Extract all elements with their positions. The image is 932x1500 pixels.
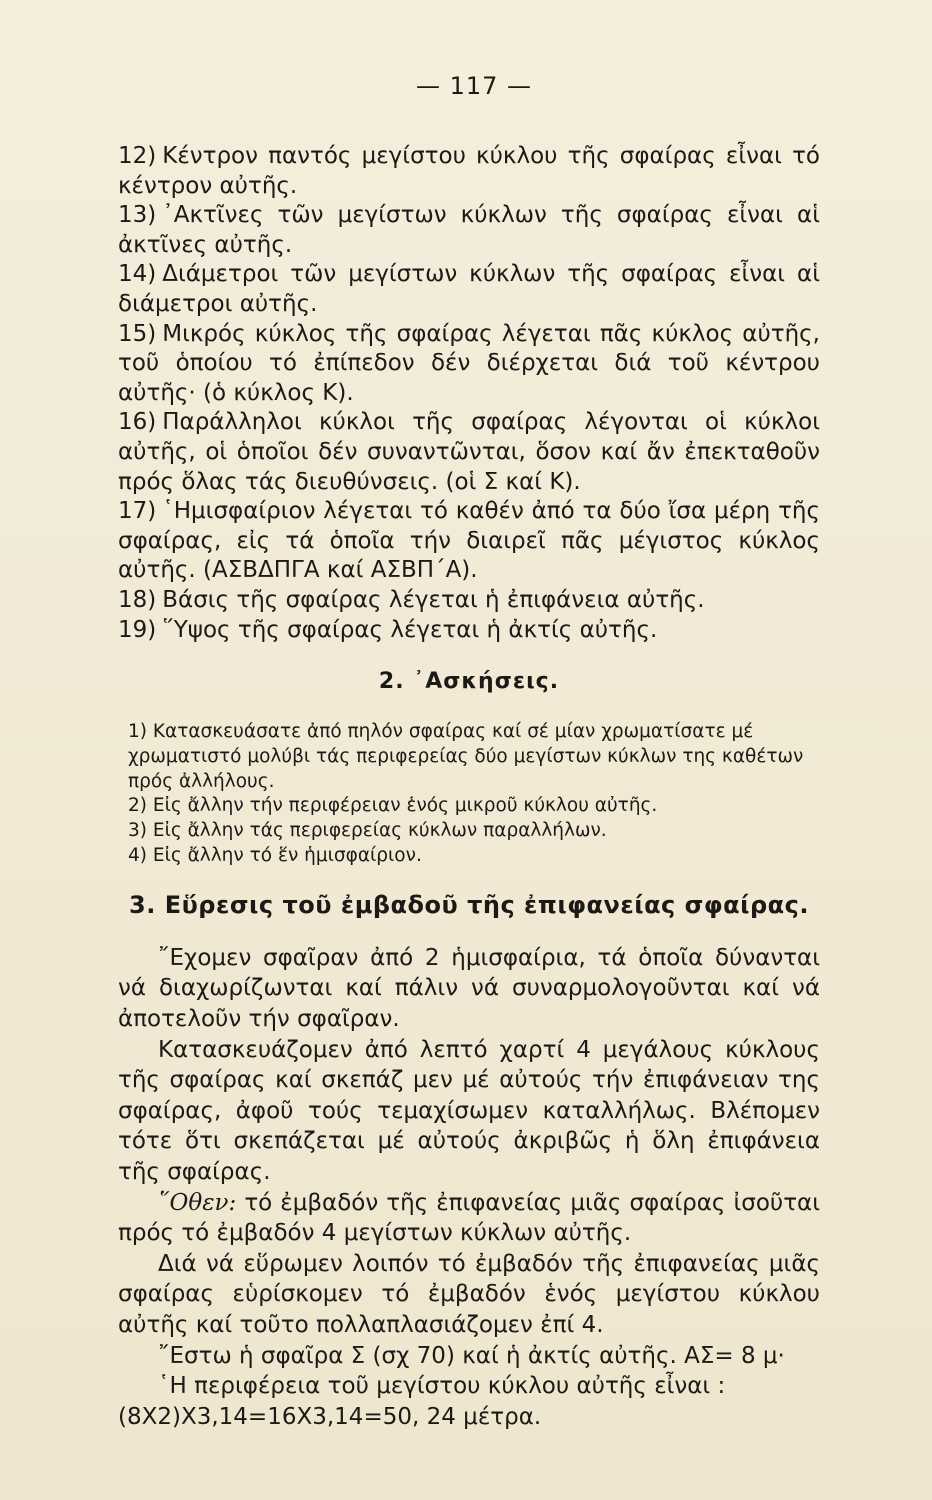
section-body (118, 943, 820, 1433)
exercises-list (118, 720, 820, 869)
definition-item (118, 320, 820, 409)
exercise-item (128, 720, 820, 794)
definition-text: Βάσις τῆς σφαίρας λέγεται ἡ ἐπιφάνεια αὐτῆς. (162, 586, 705, 613)
exercise-text: Εἰς ἄλλην τάς περιφερείας κύκλων παραλλήλων. (152, 820, 607, 842)
definition-text: Μικρός κύκλος τῆς σφαίρας λέγεται πᾶς κύκλος αὐτῆς, τοῦ ὁποίου τό ἐπίπεδον δέν διέρχεται διά τοῦ κέντρου αὐτῆς· (ὁ κύκλος Κ). (118, 320, 820, 406)
definition-number: 12) (118, 143, 157, 169)
paragraph-lead: ῞Οθεν: (158, 1189, 237, 1216)
definitions-list (118, 142, 820, 645)
definition-item (118, 260, 820, 319)
definition-text: ᾿Ακτῖνες τῶν μεγίστων κύκλων τῆς σφαίρας εἶναι αἱ ἀκτῖνες αὐτῆς. (118, 202, 820, 258)
definition-item (118, 616, 820, 646)
definition-text: Διάμετροι τῶν μεγίστων κύκλων τῆς σφαίρας εἶναι αἱ διάμετροι αὐτῆς. (118, 261, 820, 317)
definition-text: ῞Υψος τῆς σφαίρας λέγεται ἡ ἀκτίς αὐτῆς. (162, 616, 658, 643)
exercise-number: 1) (128, 721, 147, 743)
paragraph-text: ῎Εχομεν σφαῖραν ἀπό 2 ἡμισφαίρια, τά ὁποῖα δύνανται νά διαχωρίζωνται καί πάλιν νά συναρμολογοῦνται καί νά ἀποτελοῦν τήν σφαῖραν. (118, 944, 820, 1033)
definition-item (118, 497, 820, 586)
definition-number: 19) (118, 616, 157, 643)
definition-number: 16) (118, 409, 157, 436)
exercise-number: 3) (128, 820, 147, 842)
exercise-number: 2) (128, 795, 147, 817)
paragraph (118, 1341, 820, 1372)
paragraph (118, 1035, 820, 1188)
paragraph (118, 1188, 820, 1249)
definition-item (118, 142, 820, 201)
formula-line: (8Χ2)Χ3,14=16Χ3,14=50, 24 μέτρα. (118, 1403, 542, 1430)
exercise-text: Εἰς ἄλλην τό ἕν ἡμισφαίριον. (152, 845, 422, 867)
definition-text: ῾Ημισφαίριον λέγεται τό καθέν ἀπό τα δύο ἴσα μέρη τῆς σφαίρας, εἰς τά ὁποῖα τήν διαιρεῖ πᾶς μέγιστος κύκλος αὐτῆς. (ΑΣΒΔΠΓΑ καί ΑΣΒΠ΄Α). (118, 498, 820, 584)
paragraph (118, 943, 820, 1035)
definition-item (118, 586, 820, 616)
paragraph-text: ῎Εστω ἡ σφαῖρα Σ (σχ 70) καί ἡ ἀκτίς αὐτῆς. ΑΣ= 8 μ· (158, 1342, 785, 1369)
exercise-text: Εἰς ἄλλην τήν περιφέρειαν ἑνός μικροῦ κύκλου αὐτῆς. (152, 795, 658, 817)
exercises-heading: 2. ᾿Ασκήσεις. (378, 669, 560, 695)
exercise-item (128, 819, 820, 844)
paragraph (118, 1371, 820, 1402)
paragraph-text: Κατασκευάζομεν ἀπό λεπτό χαρτί 4 μεγάλους κύκλους τῆς σφαίρας καί σκεπάζ μεν μέ αὐτούς τήν ἐπιφάνειαν της σφαίρας, ἀφοῦ τούς τεμαχίσωμεν καταλλήλως. Βλέπομεν τότε ὅτι σκεπάζεται μέ αὐτούς ἀκριβῶς ἡ ὅλη ἐπιφάνεια τῆς σφαίρας. (118, 1036, 820, 1186)
paragraph-text: ῾Η περιφέρεια τοῦ μεγίστου κύκλου αὐτῆς εἶναι : (158, 1373, 726, 1400)
definition-number: 15) (118, 320, 157, 347)
definition-item (118, 408, 820, 497)
definition-number: 17) (118, 498, 157, 525)
definition-item (118, 201, 820, 260)
paragraph-text: Διά νά εὕρωμεν λοιπόν τό ἐμβαδόν τῆς ἐπιφανείας μιᾶς σφαίρας εὑρίσκομεν τό ἐμβαδόν ἑνός μεγίστου κύκλου αὐτῆς καί τοῦτο πολλαπλασιάζομεν ἐπί 4. (118, 1250, 820, 1338)
exercise-item (128, 794, 820, 819)
definition-text: Παράλληλοι κύκλοι τῆς σφαίρας λέγονται οἱ κύκλοι αὐτῆς, οἱ ὁποῖοι δέν συναντῶνται, ὅσον καί ἄν ἐπεκταθοῦν πρός ὅλας τάς διευθύνσεις. (οἱ Σ καί Κ). (118, 409, 820, 495)
paragraph-text: τό ἐμβαδόν τῆς ἐπιφανείας μιᾶς σφαίρας ἰσοῦται πρός τό ἐμβαδόν 4 μεγίστων κύκλων αὐτῆς. (118, 1189, 820, 1247)
paragraph (118, 1249, 820, 1341)
definition-number: 18) (118, 586, 157, 613)
exercise-item (128, 844, 820, 869)
definition-text: Κέντρον παντός μεγίστου κύκλου τῆς σφαίρας εἶναι τό κέντρον αὐτῆς. (118, 143, 820, 199)
page-number: — 117 — (415, 72, 533, 100)
exercise-number: 4) (128, 845, 147, 867)
definition-number: 14) (118, 261, 157, 288)
exercise-text: Κατασκευάσατε ἀπό πηλόν σφαίρας καί σέ μίαν χρωματίσατε μέ χρωματιστό μολύβι τάς περιφερείας δύο μεγίστων κύκλων της καθέτων πρός ἀλλήλους. (128, 721, 804, 792)
definition-number: 13) (118, 202, 157, 229)
section-heading: 3. Εὕρεσις τοῦ ἐμβαδοῦ τῆς ἐπιφανείας σφαίρας. (129, 890, 809, 919)
